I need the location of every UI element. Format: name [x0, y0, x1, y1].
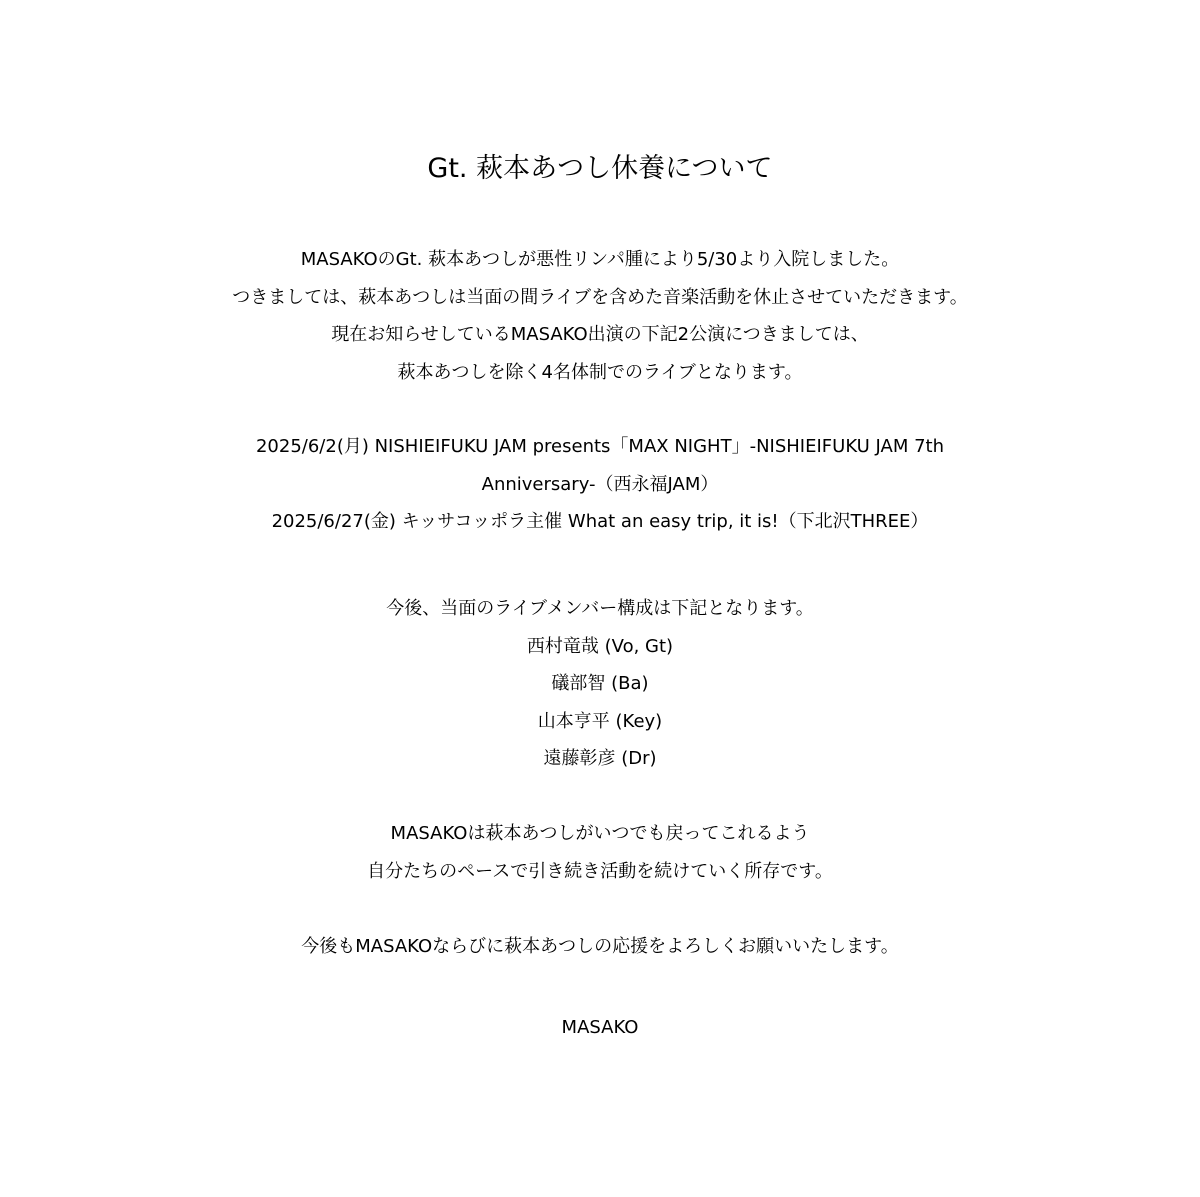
intro-line: MASAKOのGt. 萩本あつしが悪性リンパ腫により5/30より入院しました。	[300, 249, 900, 270]
signature	[0, 1009, 1200, 1047]
event-list	[0, 428, 1200, 541]
event-line: Anniversary-（西永福JAM）	[481, 473, 719, 495]
intro-paragraph	[0, 241, 1200, 391]
signature-text: MASAKO	[561, 1017, 639, 1038]
member-item: 礒部智 (Ba)	[551, 673, 649, 694]
member-list	[0, 590, 1200, 778]
event-line: 2025/6/2(月) NISHIEIFUKU JAM presents「MAX NIGHT」-NISHIEIFUKU JAM 7th	[255, 436, 945, 457]
intro-line: つきましては、萩本あつしは当面の間ライブを含めた音楽活動を休止させていただきます。	[232, 286, 968, 308]
event-line: 2025/6/27(金) キッサコッポラ主催 What an easy trip, it is!（下北沢THREE）	[271, 511, 929, 532]
support-request	[0, 928, 1200, 966]
closing-line: 自分たちのペースで引き続き活動を続けていく所存です。	[367, 860, 833, 882]
members-intro: 今後、当面のライブメンバー構成は下記となります。	[386, 598, 814, 619]
member-item: 西村竜哉 (Vo, Gt)	[526, 635, 674, 657]
member-item: 遠藤彰彦 (Dr)	[543, 748, 657, 769]
notice-title: Gt. 萩本あつし休養について	[427, 153, 773, 184]
request-line: 今後もMASAKOならびに萩本あつしの応援をよろしくお願いいたします。	[301, 936, 899, 957]
closing-paragraph	[0, 815, 1200, 890]
intro-line: 現在お知らせしているMASAKO出演の下記2公演につきましては、	[331, 324, 869, 345]
member-item: 山本亨平 (Key)	[537, 710, 663, 732]
closing-line: MASAKOは萩本あつしがいつでも戻ってこれるよう	[390, 823, 810, 844]
intro-line: 萩本あつしを除く4名体制でのライブとなります。	[397, 361, 803, 383]
